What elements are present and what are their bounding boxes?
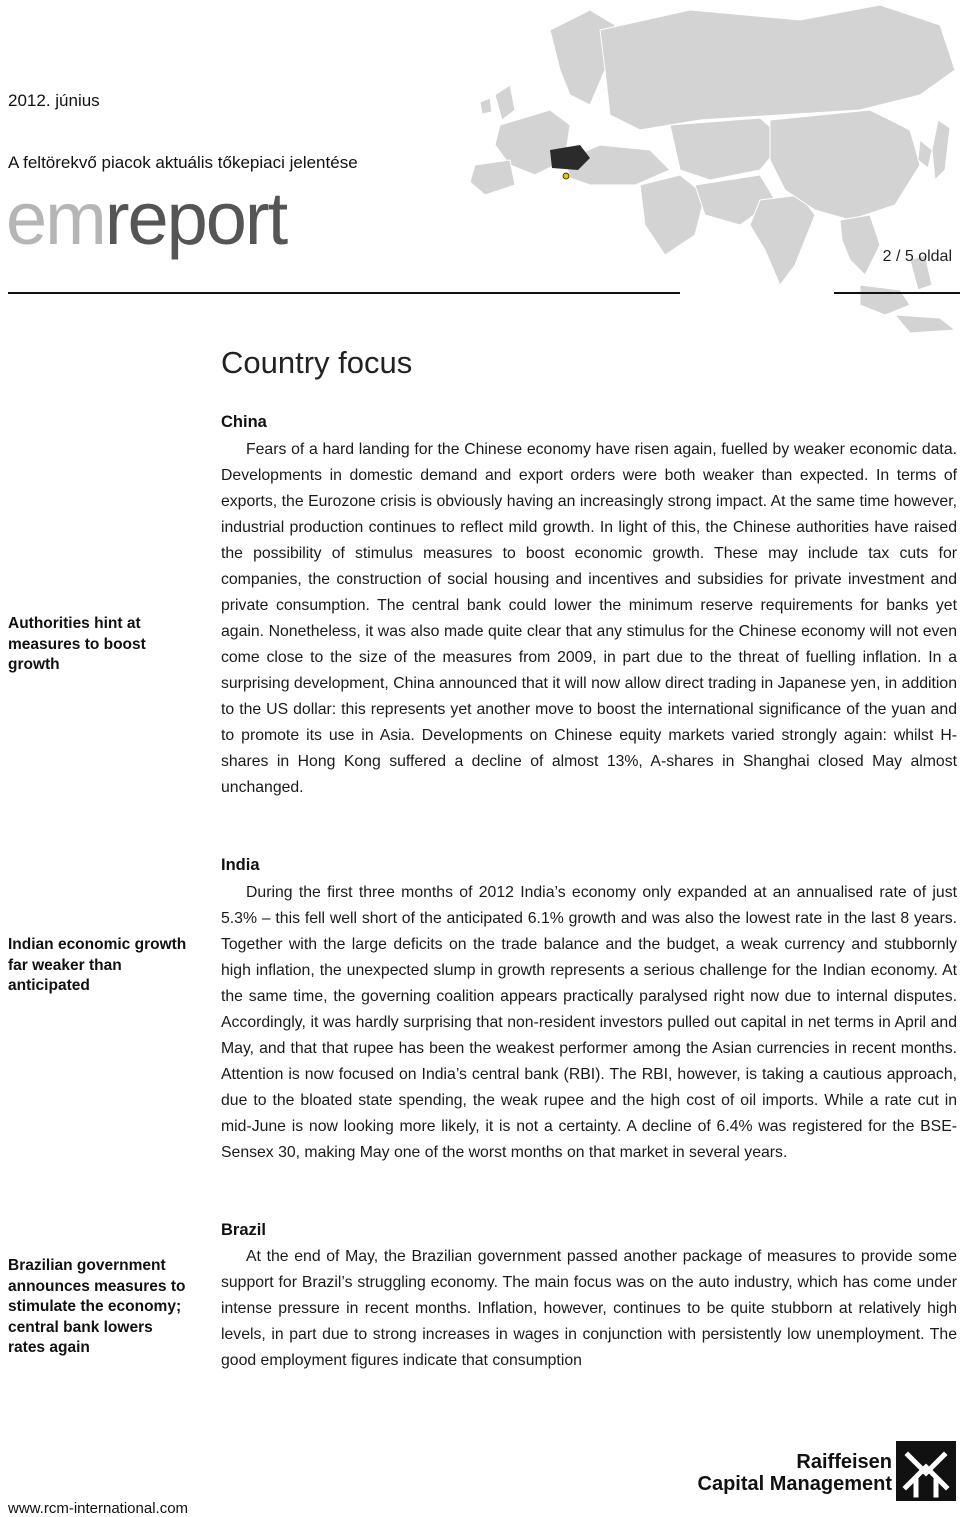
country-heading-india: India	[221, 856, 260, 874]
country-heading-china: China	[221, 413, 267, 431]
report-date: 2012. június	[8, 91, 100, 110]
sidebar-note-brazil: Brazilian government announces measures to stimulate the economy; central bank lowers rates again	[8, 1257, 186, 1356]
footer-website-link[interactable]: www.rcm-international.com	[8, 1500, 189, 1517]
country-heading-brazil: Brazil	[221, 1221, 266, 1239]
brand-prefix: em	[6, 177, 105, 260]
report-subtitle: A feltörekvő piacok aktuális tőkepiaci jelentése	[8, 153, 358, 172]
paragraph-india: During the first three months of 2012 India’s economy only expanded at an annualised rate of just 5.3% – this fell well short of the anticipated 6.1% growth and was also the lowest rate in the last 8 years. Together with the large deficits on the trade balance and the budget, a weak currency and stubbornly high inflation, the unexpected slump in growth represents a serious challenge for the Indian economy. At the same time, the governing coalition appears practically paralysed right now due to internal disputes. Accordingly, it was hardly surprising that non-resident investors pulled out capital in net terms in April and May, and that that rupee has been the weakest performer among the Asian currencies in recent months. Attention is now focused on India’s central bank (RBI). The RBI, however, is taking a cautious approach, due to the bloated state spending, the weak rupee and the high cost of oil imports. While a rate cut in mid-June is now looking more likely, it is not a certainty. A decline of 6.4% was registered for the BSE-Sensex 30, making May one of the worst months on that market in several years.	[221, 884, 957, 1161]
section-title: Country focus	[221, 345, 413, 380]
brand-logo-text	[6, 177, 287, 260]
logo-line-2: Capital Management	[697, 1473, 892, 1495]
brand-suffix: report	[104, 177, 287, 260]
asia-europe-map	[440, 0, 960, 335]
paragraph-brazil: At the end of May, the Brazilian government passed another package of measures to provide some support for Brazil’s struggling economy. The main focus was on the auto industry, which has come under intense pressure in recent months. Inflation, however, continues to be quite stubborn at relatively high levels, in part due to strong increases in wages in conjunction with persistently low unemployment. The good employment figures indicate that consumption	[221, 1248, 957, 1369]
header-rule-left	[8, 292, 680, 294]
sidebar-note-china: Authorities hint at measures to boost growth	[8, 615, 146, 673]
raiffeisen-gable-cross-icon	[896, 1441, 956, 1501]
sidebar-note-india: Indian economic growth far weaker than anticipated	[8, 936, 187, 994]
header-rule-right	[834, 292, 960, 294]
company-logo-text	[680, 1451, 892, 1495]
logo-line-1: Raiffeisen	[796, 1451, 892, 1473]
page-number: 2 / 5 oldal	[882, 248, 952, 265]
paragraph-china: Fears of a hard landing for the Chinese economy have risen again, fuelled by weaker economic data. Developments in domestic demand and export orders were both weaker than expected. In terms of exports, the Eurozone crisis is obviously having an increasingly strong impact. At the same time however, industrial production continues to reflect mild growth. In light of this, the Chinese authorities have raised the possibility of stimulus measures to boost economic growth. These may include tax cuts for companies, the construction of social housing and incentives and subsidies for private investment and private consumption. The central bank could lower the minimum reserve requirements for banks yet again. Nonetheless, it was also made quite clear that any stimulus for the Chinese economy will not even come close to the size of the measures from 2009, in part due to the threat of fuelling inflation. In a surprising development, China announced that it will now allow direct trading in Japanese yen, in addition to the US dollar: this represents yet another move to boost the international significance of the yuan and to promote its use in Asia. Developments on Chinese equity markets varied strongly again: whilst H-shares in Hong Kong suffered a decline of almost 13%, A-shares in Shanghai closed May almost unchanged.	[221, 441, 957, 796]
